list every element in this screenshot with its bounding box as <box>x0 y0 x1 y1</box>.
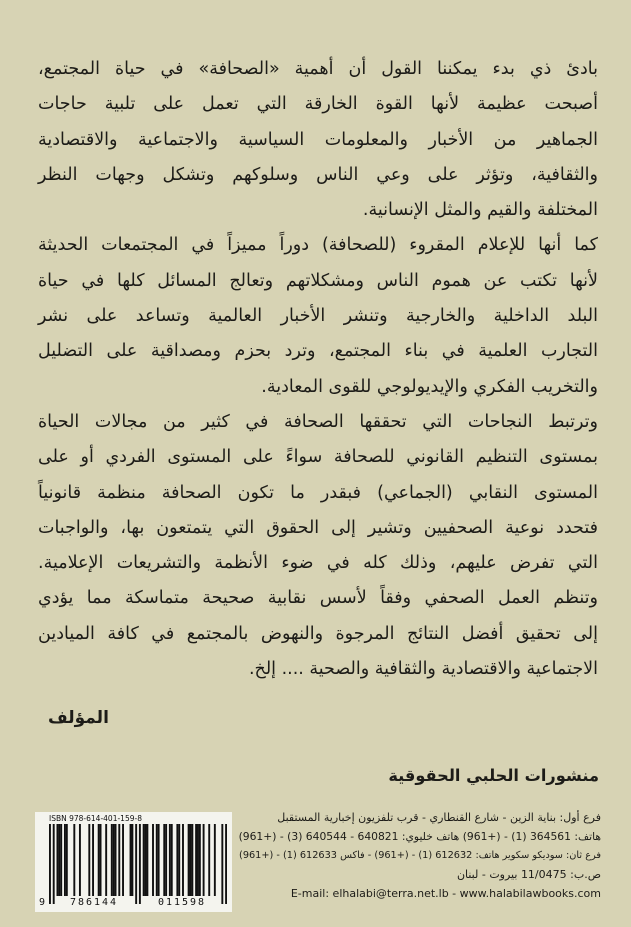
barcode-bar <box>66 824 68 896</box>
text-line: المستوى النقابي (الجماعي) فبقدر ما تكون الصحافة منظمة قانونياً <box>38 482 598 503</box>
text-line: لأنها تكتب عن هموم الناس ومشكلاتهم وتعالج المسائل كلها في حياة <box>38 270 598 291</box>
barcode-bar <box>188 824 190 896</box>
text-line: المختلفة والقيم والمثل الإنسانية. <box>362 200 598 221</box>
blurb-text <box>38 52 598 687</box>
barcode-bars <box>49 824 227 904</box>
barcode-bar <box>176 824 178 896</box>
barcode-bar <box>113 824 115 896</box>
text-line: التي تفرض عليهم، وذلك كله في ضوء الأنظمة والتشريعات الإعلامية. <box>38 553 598 574</box>
barcode-bar <box>165 824 167 896</box>
barcode-bar <box>88 824 90 896</box>
text-line: والثقافية، وتؤثر على وعي الناس وسلوكهم وتشكل وجهات النظر <box>38 164 598 185</box>
barcode-bar <box>135 824 137 904</box>
barcode-bar <box>163 824 165 896</box>
barcode-bar <box>156 824 158 896</box>
barcode-bar <box>118 824 120 896</box>
text-line: الاجتماعية والاقتصادية والثقافية والصحية .... إلخ. <box>248 659 598 680</box>
text-line: الجماهير من الأخبار والمعلومات السياسية والاجتماعية والاقتصادية <box>38 129 598 150</box>
paragraph <box>38 228 598 404</box>
barcode-bar <box>145 824 147 896</box>
barcode-bar <box>79 824 81 896</box>
barcode-bar <box>92 824 94 896</box>
text-line: فتحدد نوعية الصحفيين وتشير إلى الحقوق التي يتمتعون بها، والواجبات <box>38 517 598 538</box>
barcode-bar <box>146 824 148 896</box>
barcode-bar <box>203 824 205 896</box>
author-signature: المؤلف <box>48 708 109 728</box>
text-line: والتخريب الفكري والإيديولوجي للقوى المعادية. <box>261 376 598 397</box>
barcode-bar <box>191 824 193 896</box>
barcode-bar <box>199 824 201 896</box>
publisher-logo: منشورات الحلبي الحقوقية <box>388 766 599 785</box>
barcode-bar <box>214 824 216 896</box>
barcode-bar <box>56 824 58 896</box>
barcode-bar <box>111 824 113 896</box>
barcode-bar <box>152 824 154 896</box>
barcode-bar <box>178 824 180 896</box>
barcode-bar <box>60 824 62 896</box>
barcode-digits-left: 786144 <box>69 897 119 908</box>
text-line: بمستوى التنظيم القانوني للصحافة سواءً على المستوى الفردي أو على <box>38 447 598 468</box>
text-line: أصبحت عظيمة لأنها القوة الخارقة التي تعمل على تلبية حاجات <box>38 94 598 115</box>
address-line-branch-1: فرع أول: بناية الزين - شارع القنطاري - قرب تلفزيون إخبارية المستقبل <box>277 811 601 824</box>
text-line: التجارب العلمية في بناء المجتمع، وترد بحزم ومصداقية على التضليل <box>38 341 598 362</box>
barcode-bar <box>115 824 117 896</box>
address-line-phones: هاتف: 364561 (1) - (+961) هاتف خليوي: 640821 - 640544 (3) - (+961) <box>238 830 601 843</box>
barcode-bar <box>208 824 210 896</box>
barcode-bar <box>197 824 199 896</box>
barcode-bar <box>171 824 173 896</box>
barcode-bar <box>49 824 51 904</box>
barcode-bar <box>58 824 60 896</box>
barcode-bar <box>73 824 75 896</box>
barcode <box>35 812 232 912</box>
barcode-bar <box>64 824 66 896</box>
barcode-bar <box>100 824 102 896</box>
barcode-bar <box>182 824 184 896</box>
isbn-label: ISBN 978-614-401-159-8 <box>49 814 142 823</box>
text-line: كما أنها للإعلام المقروء (للصحافة) دوراً مميزاً في المجتمعات الحديثة <box>38 235 598 256</box>
barcode-bar <box>131 824 133 896</box>
barcode-bar <box>122 824 124 896</box>
barcode-bar <box>225 824 227 904</box>
barcode-bar <box>105 824 107 896</box>
contact-line: E-mail: elhalabi@terra.net.lb - www.halabilawbooks.com <box>290 887 601 900</box>
barcode-digits-right: 011598 <box>157 897 207 908</box>
address-line-po-box: ص.ب: 11/0475 بيروت - لبنان <box>456 868 601 881</box>
barcode-bar <box>158 824 160 896</box>
barcode-bar <box>53 824 55 904</box>
publisher-address <box>231 808 601 903</box>
text-line: إلى تحقيق أفضل النتائج المرجوة والنهوض بالمجتمع في كافة الميادين <box>38 623 598 644</box>
barcode-digit-lead: 9 <box>39 897 46 908</box>
barcode-bar <box>130 824 132 896</box>
barcode-bar <box>143 824 145 896</box>
text-line: وتنظم العمل الصحفي وفقاً لأسس نقابية صحيحة متماسكة مما يؤدي <box>38 588 598 609</box>
barcode-bar <box>190 824 192 896</box>
barcode-bar <box>195 824 197 896</box>
barcode-bar <box>221 824 223 904</box>
address-line-branch-2: فرع ثان: سوديكو سكوير هاتف: 612632 (1) - (+961) - فاكس 612633 (1) - (+961) <box>239 850 601 861</box>
barcode-bar <box>169 824 171 896</box>
barcode-bar <box>98 824 100 896</box>
text-line: وترتبط النجاحات التي تحققها الصحافة في كثير من مجالات الحياة <box>38 411 598 432</box>
text-line: البلد الداخلية والخارجية وتنشر الأخبار العالمية وتساعد على نشر <box>38 306 598 327</box>
text-line: بادئ ذي بدء يمكننا القول أن أهمية «الصحافة» في حياة المجتمع، <box>38 59 598 79</box>
paragraph <box>38 405 598 687</box>
paragraph <box>38 52 598 228</box>
barcode-bar <box>139 824 141 904</box>
